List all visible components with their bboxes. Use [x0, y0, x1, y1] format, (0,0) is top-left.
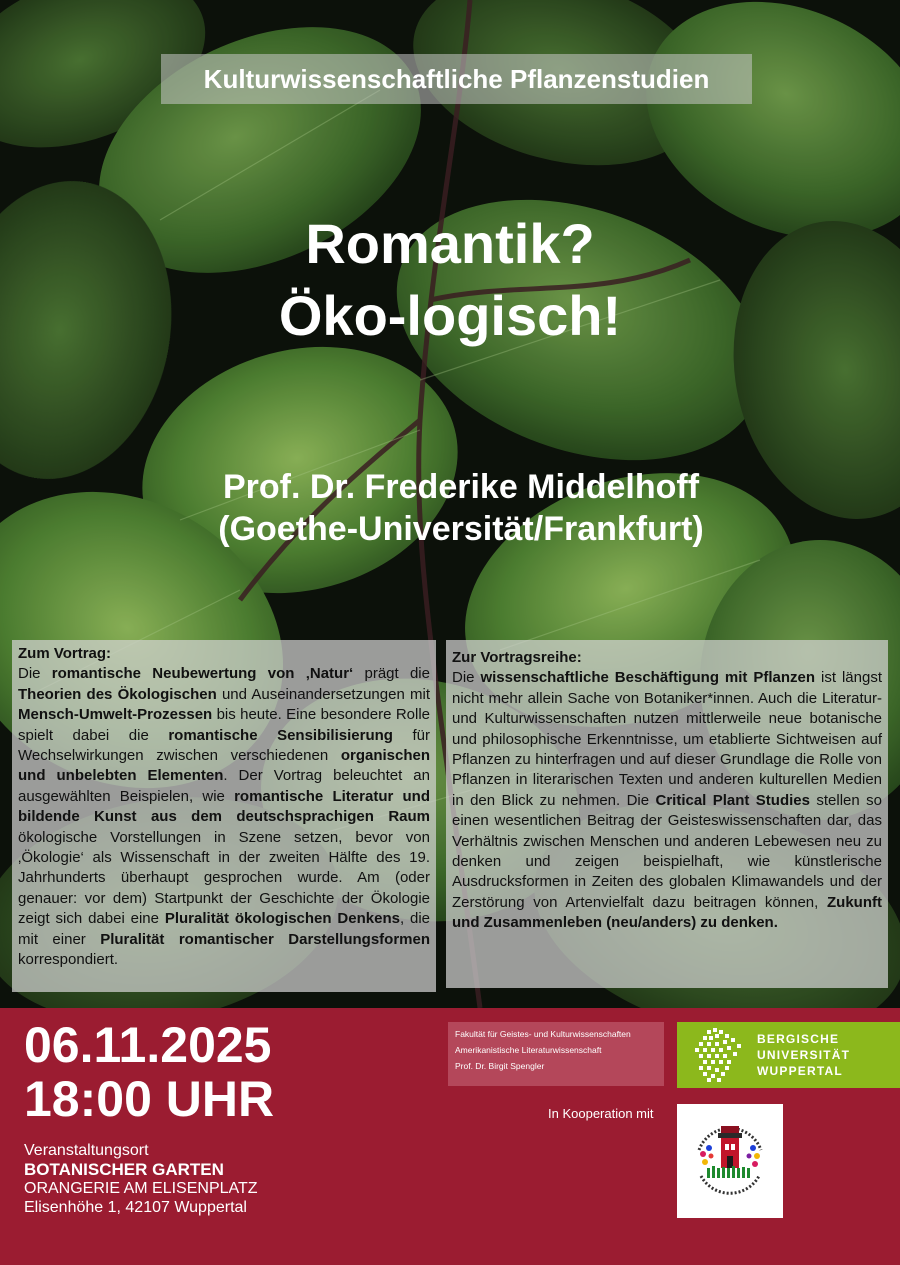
emphasis: wissenschaftliche Beschäftigung mit Pflanzen: [480, 669, 816, 687]
text-segment: für Wechselwirkungen zwischen verschiedenen: [18, 726, 430, 765]
lecture-title: [0, 208, 900, 352]
emphasis: romantische Sensibilisierung: [168, 726, 393, 744]
series-description: [446, 640, 888, 988]
speaker-affiliation: (Goethe-Universität/Frankfurt): [218, 510, 704, 548]
emphasis: romantische Literatur und bildende Kunst aus dem deutschsprachigen Raum: [18, 787, 431, 826]
text-segment: stellen so einen wesentlichen Beitrag der Geisteswissenschaften dar, das Verhältnis zwischen Menschen und anderen Lebewesen neu zu denken und zeigen beispielhaft, wie künstlerische Ausdrucksformen in Zeiten des globalen Klimawandels und der Zerstörung von Artenvielfalt dazu beitragen können,: [452, 791, 882, 911]
text-segment: prägt die: [353, 665, 430, 683]
text-segment: korrespondiert.: [18, 951, 119, 969]
event-time: 18:00 UHR: [24, 1071, 275, 1127]
venue-label: Veranstaltungsort: [24, 1142, 149, 1159]
title-line-1: Romantik?: [305, 212, 595, 275]
emphasis: Pluralität romantischer Darstellungsformen: [100, 930, 430, 948]
text-segment: . Der Vortrag beleuchtet an ausgewählten Beispielen, wie: [18, 767, 430, 805]
series-description-heading: Zur Vortragsreihe:: [452, 649, 582, 666]
event-datetime: [24, 1018, 274, 1126]
university-name-line-1: BERGISCHE: [757, 1032, 840, 1046]
venue: [24, 1141, 258, 1217]
university-logo: [677, 1022, 900, 1088]
speaker: [0, 466, 900, 550]
text-segment: ökologische Vorstellungen in Szene setzen, bevor von ‚Ökologie‘ als Wissenschaft in der zweiten Hälfte des 19. Jahrhunderts überhaupt gesprochen wurde. Am (oder genauer: vor dem) Startpunkt der Geschichte der Ökologie zeigt sich dabei eine: [18, 828, 430, 928]
text-segment: Die: [452, 669, 481, 687]
verein-logo: [677, 1104, 783, 1218]
university-name: [757, 1031, 850, 1079]
emphasis: Theorien des Ökologischen: [18, 685, 217, 703]
series-title: Kulturwissenschaftliche Pflanzenstudien: [161, 54, 752, 104]
text-segment: ist längst nicht mehr allein Sache von Botaniker*innen. Auch die Literatur- und Kulturwissenschaften nutzen mittlerweile neue botanische und philosophische Erkenntnisse, um etablierte Sichtweisen auf Pflanzen zu hinterfragen und auf dieser Grundlage die Rolle von Pflanzen in literarischen Texten und anderen kulturellen Medien in den Blick zu nehmen. Die: [452, 669, 882, 809]
title-line-2: Öko-logisch!: [278, 284, 622, 347]
event-date: 06.11.2025: [24, 1017, 272, 1073]
faculty-line-1: Fakultät für Geistes- und Kulturwissenschaften: [455, 1029, 631, 1039]
text-segment: Die: [18, 665, 52, 683]
faculty-box: [448, 1022, 664, 1086]
venue-building: ORANGERIE AM ELISENPLATZ: [24, 1180, 258, 1197]
emphasis: romantische Neubewertung von ‚Natur‘: [51, 665, 354, 683]
lecture-description-heading: Zum Vortrag:: [18, 645, 112, 662]
speaker-name: Prof. Dr. Frederike Middelhoff: [222, 468, 700, 506]
faculty-line-2: Amerikanistische Literaturwissenschaft: [455, 1045, 602, 1055]
cooperation-label: In Kooperation mit: [548, 1106, 654, 1121]
emphasis: Pluralität ökologischen Denkens: [164, 910, 400, 928]
emphasis: Critical Plant Studies: [655, 791, 810, 809]
venue-name: BOTANISCHER GARTEN: [24, 1160, 224, 1179]
text-segment: , die mit einer: [18, 910, 430, 948]
emphasis: Zukunft und Zusammenleben (neu/anders) zu denken.: [452, 893, 882, 932]
university-lion-icon: [685, 1024, 755, 1086]
verein-logo-icon: [677, 1104, 783, 1218]
faculty-line-3: Prof. Dr. Birgit Spengler: [455, 1061, 545, 1071]
text-segment: bis heute. Eine besondere Rolle spielt dabei die: [18, 706, 430, 744]
text-segment: und Auseinandersetzungen mit: [216, 685, 430, 703]
lecture-description: [12, 640, 436, 992]
emphasis: organischen und unbelebten Elementen: [18, 747, 430, 785]
emphasis: Mensch-Umwelt-Prozessen: [18, 706, 213, 724]
venue-address: Elisenhöhe 1, 42107 Wuppertal: [24, 1199, 247, 1216]
university-name-line-2: UNIVERSITÄT: [757, 1048, 851, 1062]
university-name-line-3: WUPPERTAL: [757, 1064, 843, 1078]
